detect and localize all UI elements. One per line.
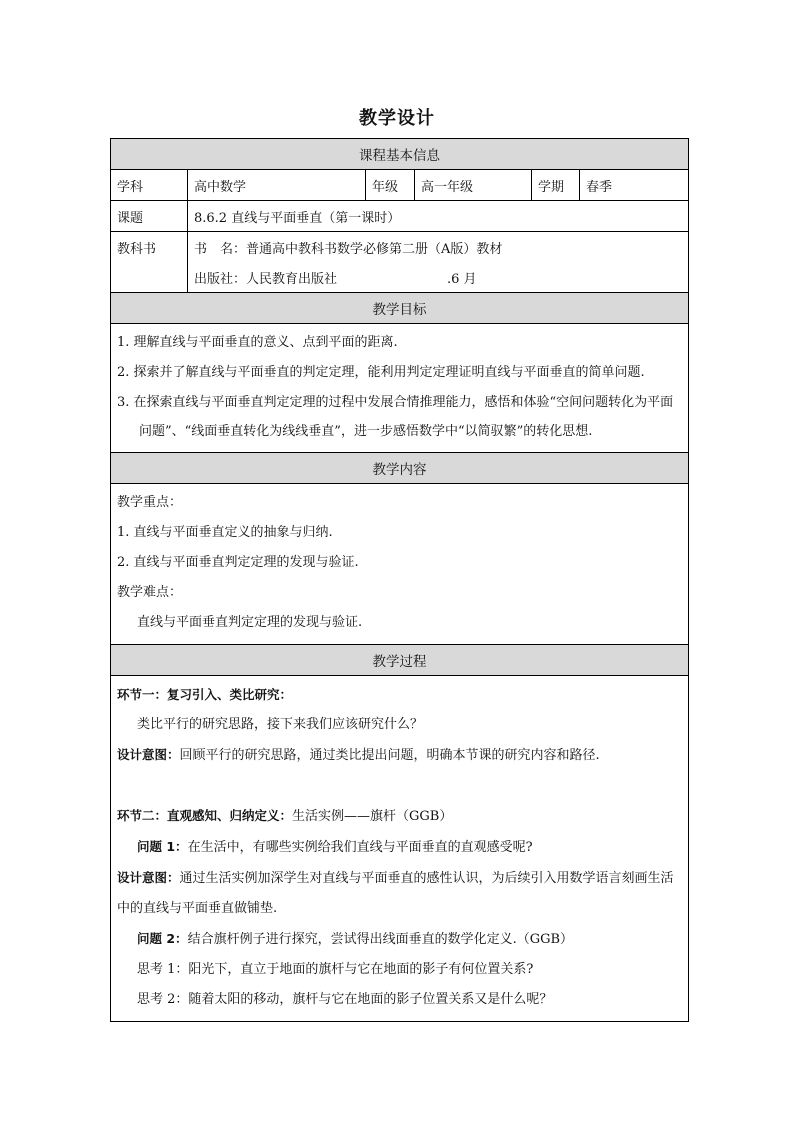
section-header-content: 教学内容 bbox=[111, 453, 689, 484]
textbook-publisher: 出版社：人民教育出版社 bbox=[194, 271, 338, 287]
content-body bbox=[111, 484, 689, 645]
textbook-pub-date: .6 月 bbox=[447, 271, 477, 287]
section-header-basic-info: 课程基本信息 bbox=[111, 139, 689, 170]
step1-question: 类比平行的研究思路，接下来我们应该研究什么？ bbox=[137, 717, 424, 732]
step1-intent bbox=[117, 740, 682, 771]
grade-value: 高一年级 bbox=[415, 170, 532, 201]
objective-item-3: 3. 在探索直线与平面垂直判定定理的过程中发展合情推理能力，感悟和体验“空间问题转化为平面问题”、“线面垂直转化为线线垂直”，进一步感悟数学中“以简驭繁”的转化思想. bbox=[117, 395, 674, 439]
spacer bbox=[117, 771, 682, 801]
question-2-label: 问题 2： bbox=[137, 931, 188, 946]
key-point-2: 2. 直线与平面垂直判定定理的发现与验证. bbox=[117, 555, 359, 570]
lesson-design-table bbox=[110, 138, 689, 1022]
step1-intent-text: 回顾平行的研究思路，通过类比提出问题，明确本节课的研究内容和路径. bbox=[179, 748, 600, 763]
step1-intent-label: 设计意图： bbox=[117, 747, 180, 762]
objectives-body bbox=[111, 324, 689, 453]
difficulty-text: 直线与平面垂直判定定理的发现与验证. bbox=[137, 615, 363, 630]
objective-item-2: 2. 探索并了解直线与平面垂直的判定定理，能利用判定定理证明直线与平面垂直的简单问题. bbox=[117, 365, 645, 380]
question-2 bbox=[117, 924, 682, 955]
grade-label: 年级 bbox=[366, 170, 415, 201]
step2-intent-text: 通过生活实例加深学生对直线与平面垂直的感性认识，为后续引入用数学语言刻画生活中的直线与平面垂直做铺垫. bbox=[117, 871, 674, 916]
textbook-name: 书 名：普通高中教科书数学必修第二册（A版）教材 bbox=[188, 232, 689, 263]
question-2-text: 结合旗杆例子进行探究，尝试得出线面垂直的数学化定义.（GGB） bbox=[187, 932, 574, 947]
subject-value: 高中数学 bbox=[188, 170, 366, 201]
step2-intent-label: 设计意图： bbox=[117, 870, 180, 885]
process-body bbox=[111, 676, 689, 1022]
objective-item-1: 1. 理解直线与平面垂直的意义、点到平面的距离. bbox=[117, 335, 398, 350]
term-label: 学期 bbox=[532, 170, 580, 201]
section-header-process: 教学过程 bbox=[111, 645, 689, 676]
topic-value: 8.6.2 直线与平面垂直（第一课时） bbox=[188, 201, 689, 232]
question-1 bbox=[117, 832, 682, 863]
difficulty-label: 教学难点： bbox=[117, 585, 183, 600]
question-1-text: 在生活中，有哪些实例给我们直线与平面垂直的直观感受呢? bbox=[187, 840, 533, 855]
subject-label: 学科 bbox=[111, 170, 188, 201]
section-header-objectives: 教学目标 bbox=[111, 293, 689, 324]
key-point-1: 1. 直线与平面垂直定义的抽象与归纳. bbox=[117, 525, 333, 540]
step1-title: 环节一：复习引入、类比研究： bbox=[117, 687, 293, 702]
think-2: 思考 2：随着太阳的移动，旗杆与它在地面的影子位置关系又是什么呢？ bbox=[137, 992, 553, 1007]
page-title: 教学设计 bbox=[359, 108, 435, 129]
question-1-label: 问题 1： bbox=[137, 839, 188, 854]
step2-title-tail: 生活实例——旗杆（GGB） bbox=[292, 809, 453, 824]
topic-label: 课题 bbox=[111, 201, 188, 232]
key-points-label: 教学重点： bbox=[117, 495, 183, 510]
step2-intent bbox=[117, 863, 682, 924]
think-1: 思考 1：阳光下，直立于地面的旗杆与它在地面的影子有何位置关系? bbox=[137, 962, 534, 977]
term-value: 春季 bbox=[580, 170, 689, 201]
step2-title: 环节二：直观感知、归纳定义： bbox=[117, 808, 293, 823]
textbook-publisher-row bbox=[188, 262, 689, 293]
step2-title-line bbox=[117, 801, 682, 832]
textbook-label: 教科书 bbox=[111, 232, 188, 293]
